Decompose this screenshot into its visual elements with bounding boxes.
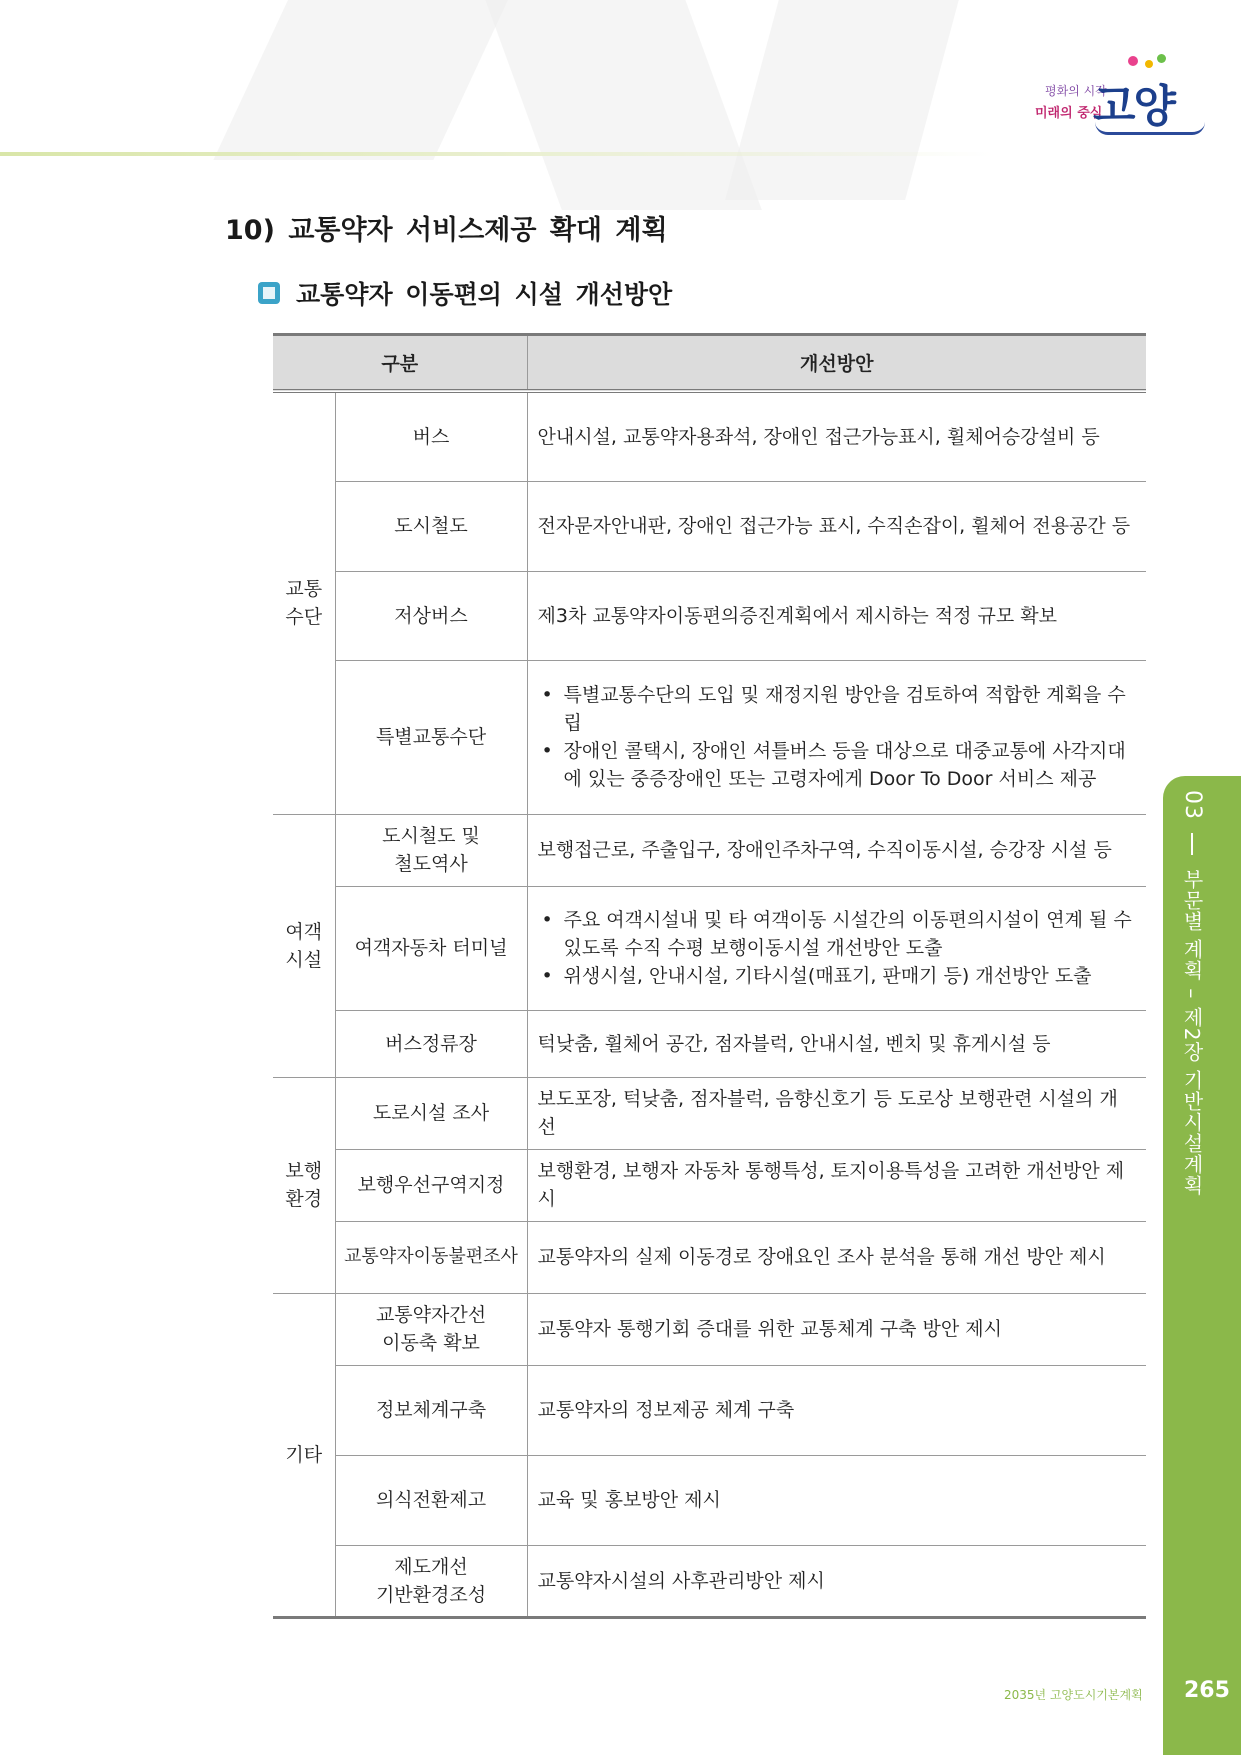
bullet-item: • 위생시설, 안내시설, 기타시설(매표기, 판매기 등) 개선방안 도출 bbox=[564, 962, 1137, 990]
sub-item-cell: 정보체계구축 bbox=[335, 1365, 527, 1455]
bullet-list bbox=[538, 906, 1137, 990]
table-row bbox=[273, 1293, 1146, 1365]
sub-item-cell: 도로시설 조사 bbox=[335, 1077, 527, 1149]
page-number: 265 bbox=[1184, 1678, 1230, 1703]
goyang-logo bbox=[1035, 52, 1185, 134]
chapter-divider bbox=[1191, 833, 1193, 855]
table-row bbox=[273, 391, 1146, 481]
header-category: 구분 bbox=[273, 335, 527, 392]
sub-item-cell: 버스정류장 bbox=[335, 1010, 527, 1077]
improvement-table bbox=[273, 333, 1146, 1619]
sub-item-cell: 의식전환제고 bbox=[335, 1455, 527, 1545]
improvement-cell: 교통약자의 정보제공 체계 구축 bbox=[527, 1365, 1146, 1455]
square-bullet-icon bbox=[258, 282, 280, 304]
table-row bbox=[273, 886, 1146, 1010]
subsection-heading-text: 교통약자 이동편의 시설 개선방안 bbox=[296, 280, 673, 309]
decorative-shape bbox=[725, 0, 975, 200]
chapter-title: 부문별 계획 – 제2장 기반시설계획 bbox=[1180, 868, 1204, 1196]
sub-item-cell: 교통약자이동불편조사 bbox=[335, 1221, 527, 1293]
logo-swoosh-icon bbox=[1095, 122, 1205, 135]
improvement-cell: 교통약자시설의 사후관리방안 제시 bbox=[527, 1545, 1146, 1617]
sub-item-cell: 저상버스 bbox=[335, 571, 527, 660]
improvement-cell: 교통약자 통행기회 증대를 위한 교통체계 구축 방안 제시 bbox=[527, 1293, 1146, 1365]
decorative-shape bbox=[478, 0, 762, 210]
table-row bbox=[273, 571, 1146, 660]
table-header-row bbox=[273, 335, 1146, 392]
chapter-side-label bbox=[1178, 790, 1207, 1196]
sub-item-cell: 도시철도 bbox=[335, 481, 527, 571]
table-row bbox=[273, 1455, 1146, 1545]
footer-doc-title: 2035년 고양도시기본계획 bbox=[1004, 1688, 1143, 1702]
table-row bbox=[273, 1149, 1146, 1221]
bullet-list bbox=[538, 681, 1137, 793]
improvement-cell: 보행환경, 보행자 자동차 통행특성, 토지이용특성을 고려한 개선방안 제시 bbox=[527, 1149, 1146, 1221]
bullet-item: • 특별교통수단의 도입 및 재정지원 방안을 검토하여 적합한 계획을 수립 bbox=[564, 681, 1137, 737]
subsection-heading bbox=[258, 275, 672, 311]
improvement-cell: 전자문자안내판, 장애인 접근가능 표시, 수직손잡이, 휠체어 전용공간 등 bbox=[527, 481, 1146, 571]
logo-dot-icon bbox=[1128, 56, 1138, 66]
chapter-number: 03 bbox=[1180, 790, 1205, 820]
sub-item-cell: 도시철도 및 철도역사 bbox=[335, 814, 527, 886]
improvement-cell: 교육 및 홍보방안 제시 bbox=[527, 1455, 1146, 1545]
improvement-cell bbox=[527, 886, 1146, 1010]
improvement-cell: 안내시설, 교통약자용좌석, 장애인 접근가능표시, 휠체어승강설비 등 bbox=[527, 391, 1146, 481]
sub-item-cell: 교통약자간선 이동축 확보 bbox=[335, 1293, 527, 1365]
table-row bbox=[273, 1221, 1146, 1293]
category-cell: 보행 환경 bbox=[273, 1077, 335, 1293]
category-cell: 여객 시설 bbox=[273, 814, 335, 1077]
table-row bbox=[273, 1077, 1146, 1149]
improvement-cell: 보행접근로, 주출입구, 장애인주차구역, 수직이동시설, 승강장 시설 등 bbox=[527, 814, 1146, 886]
table-row bbox=[273, 1010, 1146, 1077]
improvement-cell bbox=[527, 660, 1146, 814]
logo-dot-icon bbox=[1145, 60, 1153, 68]
logo-tagline-2: 미래의 중심 bbox=[1035, 106, 1103, 121]
improvement-cell: 보도포장, 턱낮춤, 점자블럭, 음향신호기 등 도로상 보행관련 시설의 개선 bbox=[527, 1077, 1146, 1149]
bullet-item: • 장애인 콜택시, 장애인 셔틀버스 등을 대상으로 대중교통에 사각지대에 있는 중증장애인 또는 고령자에게 Door To Door 서비스 제공 bbox=[564, 737, 1137, 793]
sub-item-cell: 제도개선 기반환경조성 bbox=[335, 1545, 527, 1617]
sub-item-cell: 여객자동차 터미널 bbox=[335, 886, 527, 1010]
category-cell: 교통 수단 bbox=[273, 391, 335, 814]
decorative-shape bbox=[213, 0, 526, 160]
sub-item-cell: 보행우선구역지정 bbox=[335, 1149, 527, 1221]
bullet-item: • 주요 여객시설내 및 타 여객이동 시설간의 이동편의시설이 연계 될 수 있도록 수직 수평 보행이동시설 개선방안 도출 bbox=[564, 906, 1137, 962]
table-row bbox=[273, 660, 1146, 814]
category-cell: 기타 bbox=[273, 1293, 335, 1617]
header-rule bbox=[0, 152, 1241, 156]
section-heading: 10) 교통약자 서비스제공 확대 계획 bbox=[225, 215, 668, 246]
logo-tagline-1: 평화의 시작 bbox=[1045, 84, 1107, 98]
sub-item-cell: 특별교통수단 bbox=[335, 660, 527, 814]
improvement-cell: 제3차 교통약자이동편의증진계획에서 제시하는 적정 규모 확보 bbox=[527, 571, 1146, 660]
sub-item-cell: 버스 bbox=[335, 391, 527, 481]
improvement-cell: 교통약자의 실제 이동경로 장애요인 조사 분석을 통해 개선 방안 제시 bbox=[527, 1221, 1146, 1293]
table-row bbox=[273, 481, 1146, 571]
logo-dot-icon bbox=[1157, 54, 1166, 63]
improvement-cell: 턱낮춤, 휠체어 공간, 점자블럭, 안내시설, 벤치 및 휴게시설 등 bbox=[527, 1010, 1146, 1077]
table-row bbox=[273, 814, 1146, 886]
table-row bbox=[273, 1365, 1146, 1455]
table-row bbox=[273, 1545, 1146, 1617]
header-improvement: 개선방안 bbox=[527, 335, 1146, 392]
logo-name: 고양 bbox=[1093, 81, 1175, 132]
